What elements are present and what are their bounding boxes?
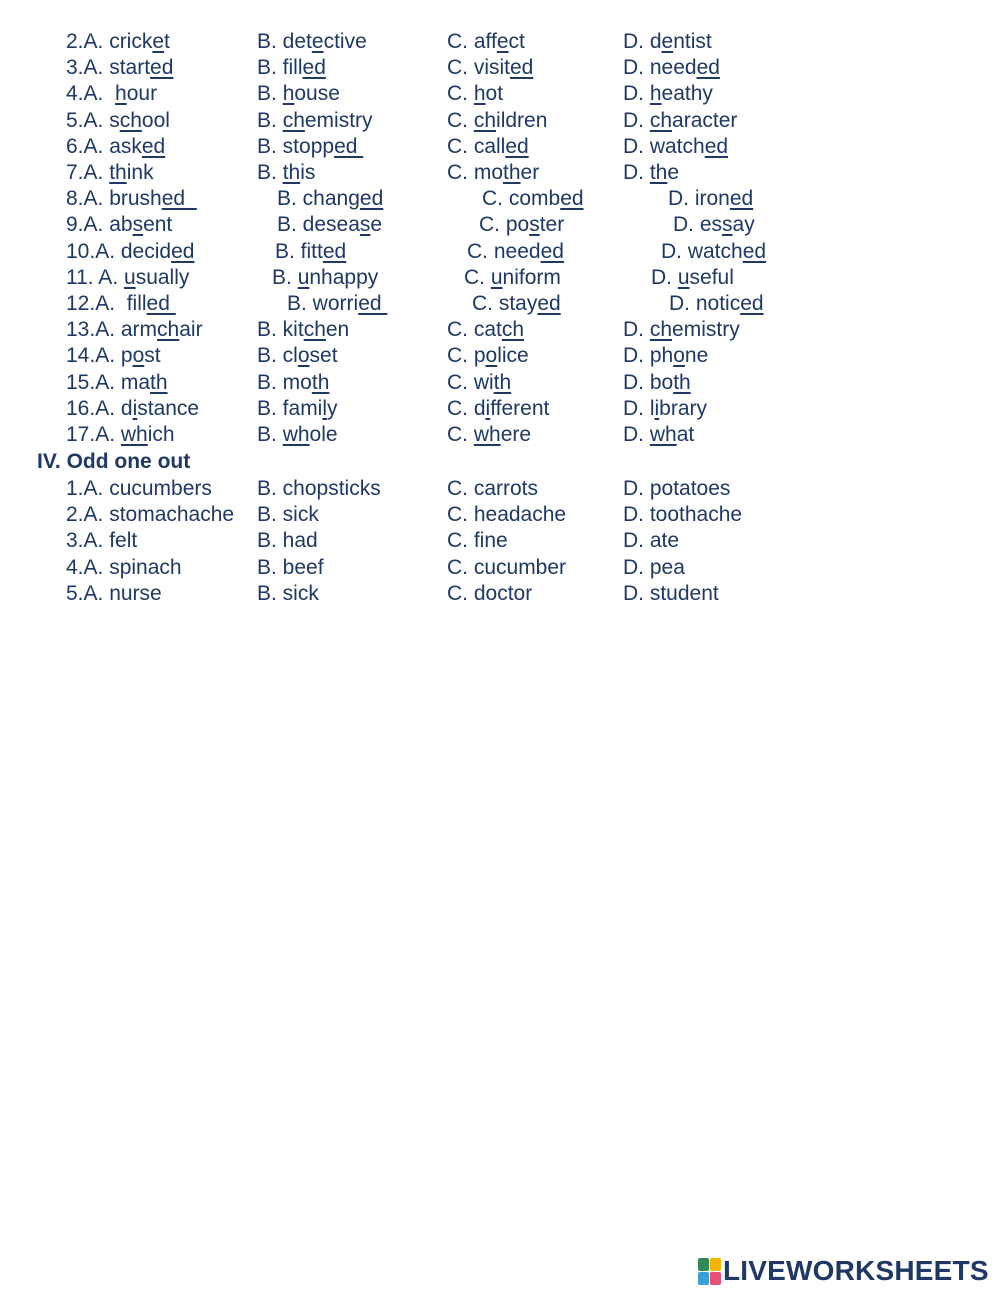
option-b: B. worried [287,292,388,315]
option-a: 2.A. cricket [66,30,170,53]
option-d: D. dentist [623,30,712,53]
underlined-sound: ed [742,239,767,263]
option-a: 11. A. usually [66,265,190,289]
option-c: C. stayed [472,292,561,315]
option-a: 5.A. nurse [66,581,162,605]
option-c: C. doctor [447,581,533,605]
underlined-sound: th [109,161,127,184]
logo-mark-icon [698,1258,720,1284]
option-d: D. toothache [623,503,743,527]
underlined-sound: ed [161,187,197,211]
underlined-sound: i [485,396,491,420]
question-row [0,317,1000,343]
underlined-sound: h [649,82,662,106]
underlined-sound: u [297,265,310,289]
option-a: 6.A. asked [66,134,166,158]
underlined-sound: u [490,265,503,289]
option-c: C. hot [447,82,504,106]
odd-one-out-row [0,502,1000,528]
underlined-sound: s [359,213,371,237]
underlined-sound: e [496,30,509,53]
option-d: D. student [623,581,719,605]
underlined-sound: o [673,344,685,368]
option-d: D. pea [623,555,685,579]
odd-one-out-row [0,555,1000,581]
underlined-sound: i [654,396,660,420]
option-c: C. different [447,396,550,420]
section-heading-odd-one-out: IV. Odd one out [37,450,191,473]
underlined-sound: th [493,370,512,394]
option-a: 5.A. school [66,108,170,132]
option-c: C. mother [447,161,540,184]
option-d: D. heathy [623,82,713,106]
option-c: C. police [447,344,529,368]
option-d: D. chemistry [623,318,740,342]
underlined-sound: ch [157,318,180,342]
underlined-sound: th [150,370,168,394]
underlined-sound: h [282,82,295,106]
underlined-sound: ed [334,134,364,158]
underlined-sound: ed [359,187,384,211]
underlined-sound: ed [729,187,754,211]
option-c: C. fine [447,529,508,553]
option-c: C. catch [447,318,525,342]
option-b: B. house [257,82,340,106]
question-row [0,422,1000,448]
option-a: 12.A. filled [66,292,176,315]
underlined-sound: ed [510,56,534,80]
option-c: C. where [447,423,532,446]
underlined-sound: ed [150,56,174,80]
underlined-sound: ed [171,239,195,263]
option-a: 3.A. started [66,56,174,80]
underlined-sound: l [322,396,328,420]
underlined-sound: ch [649,318,673,342]
odd-one-out-row [0,528,1000,554]
question-row [0,291,1000,317]
option-b: B. desease [277,213,383,237]
option-a: 1.A. cucumbers [66,477,212,500]
underlined-sound: ch [119,108,142,132]
option-d: D. the [623,161,680,184]
underlined-sound: ed [302,56,326,80]
question-row [0,396,1000,422]
underlined-sound: e [661,30,674,53]
option-c: C. headache [447,503,567,527]
underlined-sound: u [124,265,136,289]
underlined-sound: ed [146,292,176,315]
underlined-sound: i [132,396,138,420]
underlined-sound: s [132,213,144,237]
underlined-sound: ed [540,239,564,263]
option-d: D. potatoes [623,477,731,500]
underlined-sound: ed [505,134,529,158]
option-c: C. called [447,134,529,158]
underlined-sound: s [722,213,733,237]
logo-block-3 [698,1272,709,1285]
underlined-sound: wh [649,423,677,446]
question-row [0,108,1000,134]
option-b: B. sick [257,581,319,605]
option-a: 13.A. armchair [66,318,203,342]
underlined-sound: ed [537,292,561,315]
question-row [0,55,1000,81]
underlined-sound: ed [141,134,166,158]
underlined-sound: ed [704,134,729,158]
odd-one-out-row [0,581,1000,607]
option-d: D. character [623,108,738,132]
logo-block-4 [710,1272,721,1285]
option-d: D. phone [623,344,709,368]
option-c: C. children [447,108,548,132]
option-b: B. had [257,529,318,553]
option-d: D. needed [623,56,720,80]
option-d: D. ironed [668,187,754,211]
underlined-sound: th [649,161,668,184]
underlined-sound: ch [303,318,326,342]
option-a: 3.A. felt [66,529,138,553]
underlined-sound: o [132,344,145,368]
option-b: B. closet [257,344,338,368]
underlined-sound: ed [322,239,347,263]
option-b: B. kitchen [257,318,350,342]
question-row [0,265,1000,291]
option-c: C. needed [467,239,564,263]
option-a: 15.A. math [66,370,168,394]
option-b: B. stopped [257,134,364,158]
option-d: D. ate [623,529,680,553]
liveworksheets-logo[interactable] [698,1256,989,1286]
option-b: B. chopsticks [257,477,381,500]
underlined-sound: e [152,30,165,53]
option-c: C. poster [479,213,565,237]
underlined-sound: ed [740,292,764,315]
question-row [0,186,1000,212]
option-a: 17.A. which [66,423,175,446]
option-b: B. this [257,161,316,184]
underlined-sound: h [115,82,127,106]
underlined-sound: s [529,213,540,237]
option-a: 4.A. hour [66,82,158,106]
option-b: B. filled [257,56,326,80]
question-row [0,134,1000,160]
underlined-sound: u [677,265,690,289]
option-b: B. unhappy [272,265,379,289]
option-d: D. watched [661,239,767,263]
option-b: B. changed [277,187,384,211]
underlined-sound: ch [282,108,305,132]
option-c: C. uniform [464,265,561,289]
option-c: C. combed [482,187,584,211]
question-row [0,81,1000,107]
logo-block-1 [698,1258,709,1271]
underlined-sound: wh [282,423,310,446]
question-row [0,370,1000,396]
underlined-sound: o [485,344,498,368]
option-c: C. with [447,370,512,394]
option-d: D. both [623,370,691,394]
odd-one-out-row [0,476,1000,502]
option-d: D. library [623,396,708,420]
option-b: B. moth [257,370,330,394]
option-b: B. detective [257,30,367,53]
underlined-sound: th [503,161,521,184]
underlined-sound: th [311,370,330,394]
option-a: 2.A. stomachache [66,503,235,527]
option-c: C. cucumber [447,555,567,579]
question-row [0,343,1000,369]
option-c: C. visited [447,56,534,80]
underlined-sound: ch [649,108,673,132]
option-b: B. whole [257,423,338,446]
option-d: D. essay [673,213,755,237]
underlined-sound: th [673,370,691,394]
underlined-sound: ed [358,292,388,315]
question-row [0,212,1000,238]
underlined-sound: ed [560,187,584,211]
option-d: D. useful [651,265,734,289]
option-d: D. watched [623,134,729,158]
underlined-sound: wh [473,423,501,446]
underlined-sound: h [473,82,486,106]
underlined-sound: ch [473,108,497,132]
option-a: 14.A. post [66,344,161,368]
option-a: 7.A. think [66,161,154,184]
underlined-sound: o [297,344,310,368]
underlined-sound: e [311,30,324,53]
underlined-sound: ch [501,318,525,342]
option-b: B. fitted [275,239,347,263]
option-a: 4.A. spinach [66,555,182,579]
logo-block-2 [710,1258,721,1271]
option-a: 10.A. decided [66,239,195,263]
option-b: B. family [257,396,338,420]
option-c: C. affect [447,30,525,53]
option-b: B. chemistry [257,108,373,132]
option-c: C. carrots [447,477,539,500]
option-a: 16.A. distance [66,396,200,420]
option-a: 8.A. brushed [66,187,197,211]
question-row [0,239,1000,265]
underlined-sound: th [282,161,301,184]
option-b: B. sick [257,503,319,527]
option-d: D. what [623,423,695,446]
logo-text: LIVEWORKSHEETS [723,1255,989,1286]
option-a: 9.A. absent [66,213,173,237]
option-d: D. noticed [669,292,764,315]
underlined-sound: wh [120,423,148,446]
option-b: B. beef [257,555,324,579]
underlined-sound: ed [696,56,720,80]
question-row [0,160,1000,186]
question-row [0,29,1000,55]
